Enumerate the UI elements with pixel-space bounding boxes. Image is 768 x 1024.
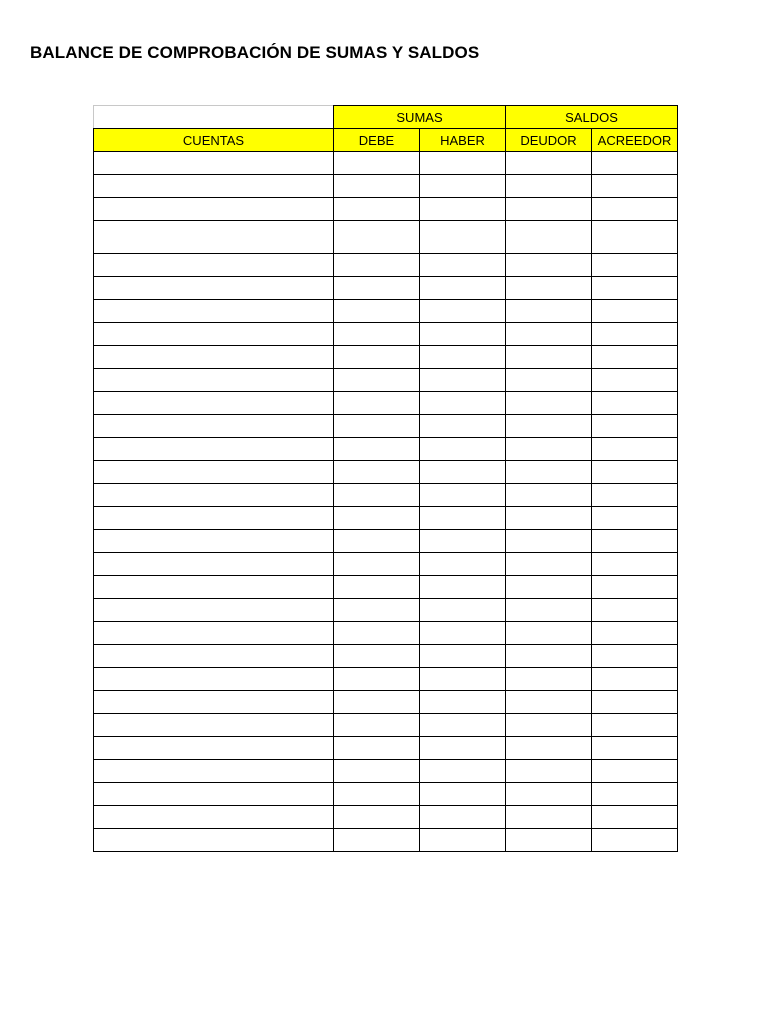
deudor-cell[interactable] (506, 783, 592, 806)
haber-cell[interactable] (420, 737, 506, 760)
acreedor-cell[interactable] (592, 438, 678, 461)
deudor-cell[interactable] (506, 221, 592, 254)
deudor-column-header: DEUDOR (506, 129, 592, 152)
haber-cell[interactable] (420, 198, 506, 221)
haber-cell[interactable] (420, 254, 506, 277)
acreedor-cell[interactable] (592, 668, 678, 691)
acreedor-cell[interactable] (592, 346, 678, 369)
deudor-cell[interactable] (506, 277, 592, 300)
debe-cell[interactable] (334, 507, 420, 530)
table-row (94, 576, 678, 599)
debe-column-header: DEBE (334, 129, 420, 152)
haber-cell[interactable] (420, 346, 506, 369)
acreedor-cell[interactable] (592, 599, 678, 622)
acreedor-cell[interactable] (592, 829, 678, 852)
deudor-cell[interactable] (506, 553, 592, 576)
haber-cell[interactable] (420, 783, 506, 806)
cuentas-cell[interactable] (94, 254, 334, 277)
page-title: BALANCE DE COMPROBACIÓN DE SUMAS Y SALDOS (30, 43, 480, 62)
table-row (94, 714, 678, 737)
acreedor-cell[interactable] (592, 760, 678, 783)
acreedor-cell[interactable] (592, 198, 678, 221)
table-row (94, 346, 678, 369)
table-row (94, 691, 678, 714)
deudor-cell[interactable] (506, 369, 592, 392)
haber-cell[interactable] (420, 576, 506, 599)
debe-cell[interactable] (334, 737, 420, 760)
cuentas-cell[interactable] (94, 323, 334, 346)
table-row (94, 152, 678, 175)
haber-cell[interactable] (420, 599, 506, 622)
acreedor-cell[interactable] (592, 783, 678, 806)
cuentas-cell[interactable] (94, 461, 334, 484)
haber-cell[interactable] (420, 691, 506, 714)
cuentas-cell[interactable] (94, 369, 334, 392)
acreedor-cell[interactable] (592, 806, 678, 829)
acreedor-cell[interactable] (592, 300, 678, 323)
cuentas-cell[interactable] (94, 277, 334, 300)
table-row (94, 323, 678, 346)
haber-cell[interactable] (420, 829, 506, 852)
acreedor-cell[interactable] (592, 645, 678, 668)
haber-column-header: HABER (420, 129, 506, 152)
table-row (94, 198, 678, 221)
acreedor-cell[interactable] (592, 415, 678, 438)
acreedor-cell[interactable] (592, 175, 678, 198)
haber-cell[interactable] (420, 806, 506, 829)
deudor-cell[interactable] (506, 175, 592, 198)
haber-cell[interactable] (420, 484, 506, 507)
table-row (94, 806, 678, 829)
haber-cell[interactable] (420, 553, 506, 576)
debe-cell[interactable] (334, 783, 420, 806)
debe-cell[interactable] (334, 553, 420, 576)
cuentas-cell[interactable] (94, 300, 334, 323)
table-row (94, 438, 678, 461)
acreedor-cell[interactable] (592, 221, 678, 254)
haber-cell[interactable] (420, 221, 506, 254)
cuentas-column-header: CUENTAS (94, 129, 334, 152)
haber-cell[interactable] (420, 392, 506, 415)
haber-cell[interactable] (420, 668, 506, 691)
balance-table (93, 105, 678, 852)
cuentas-cell[interactable] (94, 806, 334, 829)
cuentas-cell[interactable] (94, 221, 334, 254)
debe-cell[interactable] (334, 484, 420, 507)
haber-cell[interactable] (420, 277, 506, 300)
deudor-cell[interactable] (506, 346, 592, 369)
cuentas-cell[interactable] (94, 553, 334, 576)
deudor-cell[interactable] (506, 438, 592, 461)
cuentas-cell[interactable] (94, 415, 334, 438)
table-row (94, 277, 678, 300)
haber-cell[interactable] (420, 645, 506, 668)
debe-cell[interactable] (334, 323, 420, 346)
table-row (94, 415, 678, 438)
debe-cell[interactable] (334, 714, 420, 737)
table-row (94, 668, 678, 691)
cuentas-cell[interactable] (94, 645, 334, 668)
debe-cell[interactable] (334, 461, 420, 484)
table-row (94, 829, 678, 852)
table-row (94, 175, 678, 198)
cuentas-cell[interactable] (94, 714, 334, 737)
debe-cell[interactable] (334, 346, 420, 369)
debe-cell[interactable] (334, 369, 420, 392)
table-row (94, 484, 678, 507)
debe-cell[interactable] (334, 300, 420, 323)
sumas-group-header: SUMAS (334, 106, 506, 129)
deudor-cell[interactable] (506, 576, 592, 599)
acreedor-cell[interactable] (592, 484, 678, 507)
deudor-cell[interactable] (506, 668, 592, 691)
deudor-cell[interactable] (506, 300, 592, 323)
deudor-cell[interactable] (506, 760, 592, 783)
cuentas-cell[interactable] (94, 737, 334, 760)
table-row (94, 553, 678, 576)
haber-cell[interactable] (420, 300, 506, 323)
cuentas-cell[interactable] (94, 668, 334, 691)
acreedor-cell[interactable] (592, 507, 678, 530)
deudor-cell[interactable] (506, 254, 592, 277)
deudor-cell[interactable] (506, 691, 592, 714)
table-row (94, 622, 678, 645)
debe-cell[interactable] (334, 392, 420, 415)
table-row (94, 254, 678, 277)
table-row (94, 461, 678, 484)
haber-cell[interactable] (420, 760, 506, 783)
acreedor-cell[interactable] (592, 530, 678, 553)
acreedor-cell[interactable] (592, 277, 678, 300)
acreedor-cell[interactable] (592, 622, 678, 645)
cuentas-cell[interactable] (94, 760, 334, 783)
cuentas-cell[interactable] (94, 438, 334, 461)
debe-cell[interactable] (334, 645, 420, 668)
deudor-cell[interactable] (506, 198, 592, 221)
debe-cell[interactable] (334, 530, 420, 553)
table-row (94, 737, 678, 760)
acreedor-cell[interactable] (592, 392, 678, 415)
acreedor-cell[interactable] (592, 691, 678, 714)
deudor-cell[interactable] (506, 323, 592, 346)
haber-cell[interactable] (420, 323, 506, 346)
cuentas-cell[interactable] (94, 691, 334, 714)
debe-cell[interactable] (334, 415, 420, 438)
cuentas-cell[interactable] (94, 198, 334, 221)
cuentas-cell[interactable] (94, 599, 334, 622)
cuentas-cell[interactable] (94, 507, 334, 530)
cuentas-cell[interactable] (94, 576, 334, 599)
acreedor-cell[interactable] (592, 714, 678, 737)
table-row (94, 300, 678, 323)
deudor-cell[interactable] (506, 829, 592, 852)
debe-cell[interactable] (334, 175, 420, 198)
deudor-cell[interactable] (506, 737, 592, 760)
acreedor-cell[interactable] (592, 576, 678, 599)
haber-cell[interactable] (420, 152, 506, 175)
debe-cell[interactable] (334, 599, 420, 622)
haber-cell[interactable] (420, 530, 506, 553)
haber-cell[interactable] (420, 415, 506, 438)
debe-cell[interactable] (334, 277, 420, 300)
debe-cell[interactable] (334, 668, 420, 691)
deudor-cell[interactable] (506, 415, 592, 438)
table-row (94, 760, 678, 783)
cuentas-cell[interactable] (94, 622, 334, 645)
deudor-cell[interactable] (506, 645, 592, 668)
header-corner-cell (94, 106, 334, 129)
deudor-cell[interactable] (506, 484, 592, 507)
deudor-cell[interactable] (506, 806, 592, 829)
deudor-cell[interactable] (506, 152, 592, 175)
table-row (94, 507, 678, 530)
acreedor-column-header: ACREEDOR (592, 129, 678, 152)
group-header-row (94, 106, 678, 129)
cuentas-cell[interactable] (94, 783, 334, 806)
cuentas-cell[interactable] (94, 530, 334, 553)
deudor-cell[interactable] (506, 507, 592, 530)
debe-cell[interactable] (334, 221, 420, 254)
table-row (94, 599, 678, 622)
saldos-group-header: SALDOS (506, 106, 678, 129)
cuentas-cell[interactable] (94, 346, 334, 369)
column-header-row (94, 129, 678, 152)
table-row (94, 369, 678, 392)
deudor-cell[interactable] (506, 622, 592, 645)
deudor-cell[interactable] (506, 392, 592, 415)
haber-cell[interactable] (420, 461, 506, 484)
table-row (94, 392, 678, 415)
cuentas-cell[interactable] (94, 829, 334, 852)
haber-cell[interactable] (420, 438, 506, 461)
table-row (94, 645, 678, 668)
deudor-cell[interactable] (506, 599, 592, 622)
deudor-cell[interactable] (506, 530, 592, 553)
acreedor-cell[interactable] (592, 553, 678, 576)
table-body (94, 106, 678, 852)
cuentas-cell[interactable] (94, 175, 334, 198)
debe-cell[interactable] (334, 198, 420, 221)
haber-cell[interactable] (420, 507, 506, 530)
deudor-cell[interactable] (506, 461, 592, 484)
acreedor-cell[interactable] (592, 152, 678, 175)
table-row (94, 221, 678, 254)
table-row (94, 783, 678, 806)
acreedor-cell[interactable] (592, 254, 678, 277)
debe-cell[interactable] (334, 806, 420, 829)
haber-cell[interactable] (420, 622, 506, 645)
debe-cell[interactable] (334, 438, 420, 461)
acreedor-cell[interactable] (592, 461, 678, 484)
haber-cell[interactable] (420, 369, 506, 392)
debe-cell[interactable] (334, 760, 420, 783)
cuentas-cell[interactable] (94, 392, 334, 415)
haber-cell[interactable] (420, 714, 506, 737)
cuentas-cell[interactable] (94, 152, 334, 175)
acreedor-cell[interactable] (592, 369, 678, 392)
debe-cell[interactable] (334, 152, 420, 175)
table-row (94, 530, 678, 553)
debe-cell[interactable] (334, 691, 420, 714)
debe-cell[interactable] (334, 829, 420, 852)
debe-cell[interactable] (334, 576, 420, 599)
acreedor-cell[interactable] (592, 737, 678, 760)
acreedor-cell[interactable] (592, 323, 678, 346)
deudor-cell[interactable] (506, 714, 592, 737)
cuentas-cell[interactable] (94, 484, 334, 507)
haber-cell[interactable] (420, 175, 506, 198)
debe-cell[interactable] (334, 622, 420, 645)
debe-cell[interactable] (334, 254, 420, 277)
